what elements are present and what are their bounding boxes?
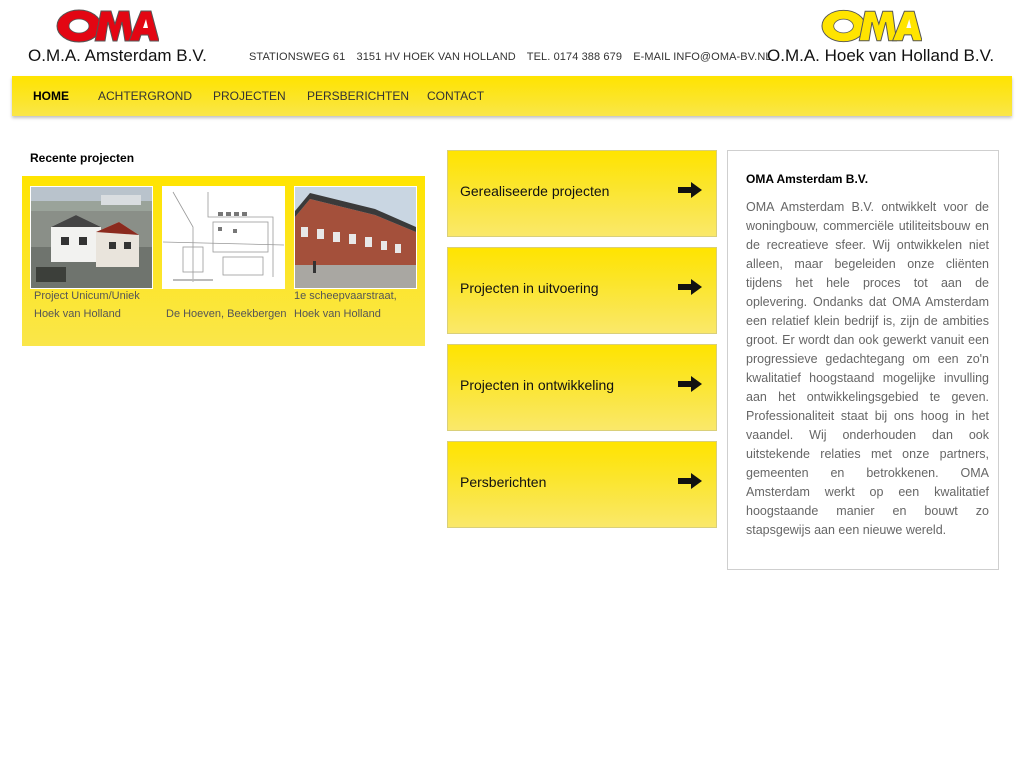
project-caption-line2: Hoek van Holland [294,308,381,320]
site-plan-image [163,187,284,288]
project-caption-scheepvaarstraat[interactable] [294,287,397,323]
phone-number: TEL. 0174 388 679 [526,51,623,63]
nav-contact[interactable]: CONTACT [427,89,485,103]
project-caption-de-hoeven[interactable] [166,287,286,323]
project-caption-line2: De Hoeven, Beekbergen [166,308,287,320]
project-thumbnail-unicum[interactable] [30,186,153,289]
about-box [727,150,999,570]
arrow-right-icon [678,279,702,295]
panel-label: Persberichten [460,474,547,490]
postal-code: 3151 HV HOEK VAN HOLLAND [356,51,516,63]
recent-projects-title: Recente projecten [30,151,135,165]
panel-label: Projecten in ontwikkeling [460,377,615,393]
about-title: OMA Amsterdam B.V. [746,172,869,186]
arrow-right-icon [678,376,702,392]
panel-label: Projecten in uitvoering [460,280,599,296]
aerial-photo-image [31,187,152,288]
project-thumbnail-de-hoeven[interactable] [162,186,285,289]
oma-logo-yellow-icon [820,8,922,44]
arrow-right-icon [678,182,702,198]
panel-label: Gerealiseerde projecten [460,183,610,199]
oma-logo-yellow[interactable] [820,8,922,44]
project-caption-unicum[interactable] [34,287,140,323]
address: STATIONSWEG 61 [249,51,346,63]
company-name-amsterdam: O.M.A. Amsterdam B.V. [28,46,207,65]
arrow-right-icon [678,473,702,489]
nav-achtergrond[interactable]: ACHTERGROND [98,89,193,103]
project-caption-line1: 1e scheepvaarstraat, [294,290,397,302]
nav-home[interactable]: HOME [33,89,69,103]
company-name-hoek-van-holland: O.M.A. Hoek van Holland B.V. [767,46,995,65]
oma-logo-red-icon [55,8,159,44]
panel-gerealiseerde-projecten[interactable] [447,150,717,237]
about-text: OMA Amsterdam B.V. ontwikkelt voor de woningbouw, commerciële utiliteitsbouw en de recreatieve sfeer. Wij ontwikkelen niet alleen, maar begeleiden onze cliënten tijdens het hele proces tot aan de oplevering. Ondanks dat OMA Amsterdam een relatief klein bedrijf is, zijn de ambities groot. Er wordt dan ook gewerkt vanuit een progressieve gedachtegang om een zo'n kwalitatief hoogstaand mogelijke invulling aan het ontwikkelingsgebied te geven. Professionaliteit staat bij ons hoog in het vaandel. Wij onderhouden dan ook uitstekende relaties met onze partners, gemeenten en betrokkenen. OMA Amsterdam werkt op een kwalitatief hoogstaande manier en bouwt zo stapsgewijs aan een nieuwe wereld. [746,200,989,537]
project-thumbnail-scheepvaarstraat[interactable] [294,186,417,289]
rowhouses-render-image [295,187,416,288]
project-caption-line1 [166,287,286,305]
recent-projects-box [22,176,425,346]
contact-line [249,51,780,63]
project-caption-line1: Project Unicum/Uniek [34,290,140,302]
main-nav [12,76,1012,116]
panel-projecten-in-uitvoering[interactable] [447,247,717,334]
nav-projecten[interactable]: PROJECTEN [213,89,286,103]
oma-logo-red[interactable] [55,8,159,44]
nav-persberichten[interactable]: PERSBERICHTEN [307,89,410,103]
email-address[interactable]: E-MAIL INFO@OMA-BV.NL [633,51,772,63]
panel-projecten-in-ontwikkeling[interactable] [447,344,717,431]
project-caption-line2: Hoek van Holland [34,308,121,320]
panel-persberichten[interactable] [447,441,717,528]
